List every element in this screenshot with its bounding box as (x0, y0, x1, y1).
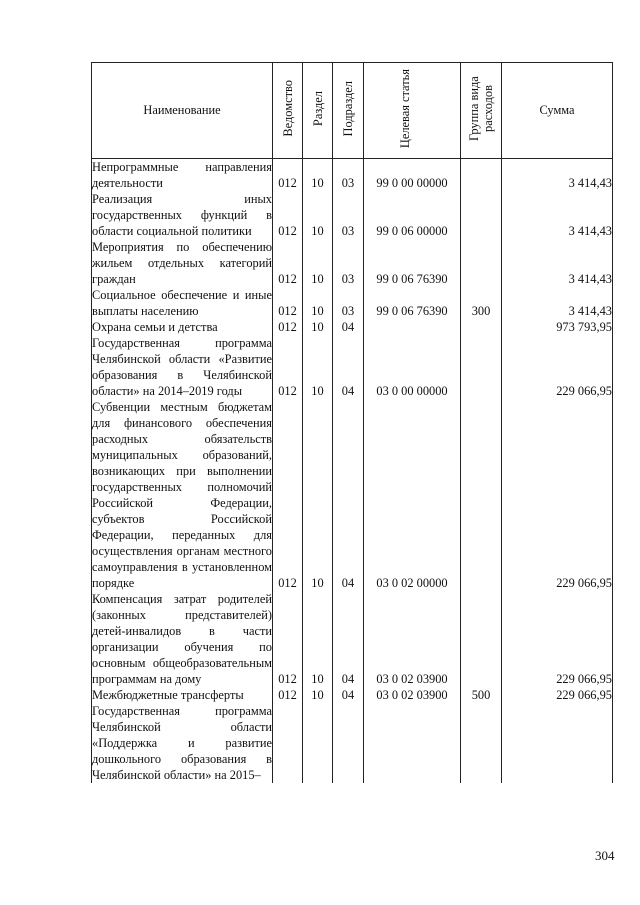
budget-table (91, 62, 613, 783)
row-sum: 973 793,95 (502, 319, 613, 335)
row-dept: 012 (273, 287, 303, 319)
row-sum: 229 066,95 (502, 687, 613, 703)
row-group (461, 239, 502, 287)
header-sum: Сумма (502, 63, 613, 159)
row-sum: 229 066,95 (502, 591, 613, 687)
row-sum: 229 066,95 (502, 399, 613, 591)
table-row (92, 687, 613, 703)
row-sum: 3 414,43 (502, 191, 613, 239)
table-row (92, 591, 613, 687)
row-group (461, 335, 502, 399)
row-section: 10 (303, 591, 333, 687)
row-dept: 012 (273, 591, 303, 687)
row-section: 10 (303, 687, 333, 703)
row-target: 99 0 06 00000 (364, 191, 461, 239)
table-row (92, 159, 613, 192)
row-sum: 3 414,43 (502, 239, 613, 287)
row-subsection (333, 703, 364, 783)
row-section: 10 (303, 335, 333, 399)
row-target: 03 0 02 00000 (364, 399, 461, 591)
row-sum: 3 414,43 (502, 287, 613, 319)
row-name: Непрограммные направления деятельности (92, 160, 272, 190)
row-target: 03 0 02 03900 (364, 687, 461, 703)
row-name: Субвенции местным бюджетам для финансового обеспечения расходных обязательств муниципальных образований, возникающих при выполнении государственных полномочий Российской Федерации, субъектов Российской Федерации, переданных для осуществления органам местного самоуправления в установленном порядке (92, 400, 272, 590)
row-group (461, 591, 502, 687)
row-subsection: 03 (333, 159, 364, 192)
row-section: 10 (303, 319, 333, 335)
header-group: Группа вида расходов (461, 63, 502, 159)
header-target: Целевая статья (364, 63, 461, 159)
row-name: Реализация иных государственных функций в области социальной политики (92, 192, 272, 238)
header-subsection: Подраздел (333, 63, 364, 159)
table-row (92, 239, 613, 287)
row-sum (502, 703, 613, 783)
table-row (92, 335, 613, 399)
row-dept: 012 (273, 687, 303, 703)
row-dept (273, 703, 303, 783)
row-group: 500 (461, 687, 502, 703)
row-target: 99 0 06 76390 (364, 287, 461, 319)
row-sum: 229 066,95 (502, 335, 613, 399)
row-section: 10 (303, 191, 333, 239)
row-name: Государственная программа Челябинской области «Поддержка и развитие дошкольного образования в Челябинской области» на 2015– (92, 704, 272, 782)
row-target: 99 0 00 00000 (364, 159, 461, 192)
table-row (92, 319, 613, 335)
row-name: Компенсация затрат родителей (законных представителей) детей-инвалидов в части организации обучения по основным общеобразовательным программам на дому (92, 592, 272, 686)
row-section (303, 703, 333, 783)
row-name: Социальное обеспечение и иные выплаты населению (92, 288, 272, 318)
table-row (92, 191, 613, 239)
row-subsection: 04 (333, 591, 364, 687)
row-dept: 012 (273, 191, 303, 239)
row-group: 300 (461, 287, 502, 319)
header-section: Раздел (303, 63, 333, 159)
header-name: Наименование (92, 63, 273, 159)
row-name: Охрана семьи и детства (92, 319, 273, 335)
row-dept: 012 (273, 399, 303, 591)
row-name: Государственная программа Челябинской области «Развитие образования в Челябинской области» на 2014–2019 годы (92, 336, 272, 398)
row-group (461, 319, 502, 335)
row-name: Межбюджетные трансферты (92, 687, 273, 703)
header-dept: Ведомство (273, 63, 303, 159)
row-target (364, 703, 461, 783)
row-sum: 3 414,43 (502, 159, 613, 192)
row-target (364, 319, 461, 335)
row-subsection: 04 (333, 687, 364, 703)
row-dept: 012 (273, 239, 303, 287)
row-section: 10 (303, 399, 333, 591)
row-group (461, 159, 502, 192)
row-subsection: 03 (333, 239, 364, 287)
header-row (92, 63, 613, 159)
row-section: 10 (303, 239, 333, 287)
table-row (92, 287, 613, 319)
row-group (461, 191, 502, 239)
row-dept: 012 (273, 319, 303, 335)
row-subsection: 04 (333, 335, 364, 399)
row-group (461, 703, 502, 783)
row-name: Мероприятия по обеспечению жильем отдельных категорий граждан (92, 240, 272, 286)
row-target: 03 0 02 03900 (364, 591, 461, 687)
table-row (92, 399, 613, 591)
row-target: 99 0 06 76390 (364, 239, 461, 287)
row-subsection: 03 (333, 191, 364, 239)
row-group (461, 399, 502, 591)
row-section: 10 (303, 287, 333, 319)
row-dept: 012 (273, 159, 303, 192)
page-number: 304 (595, 848, 615, 863)
row-target: 03 0 00 00000 (364, 335, 461, 399)
row-dept: 012 (273, 335, 303, 399)
row-subsection: 04 (333, 399, 364, 591)
table-row (92, 703, 613, 783)
row-subsection: 04 (333, 319, 364, 335)
row-subsection: 03 (333, 287, 364, 319)
row-section: 10 (303, 159, 333, 192)
